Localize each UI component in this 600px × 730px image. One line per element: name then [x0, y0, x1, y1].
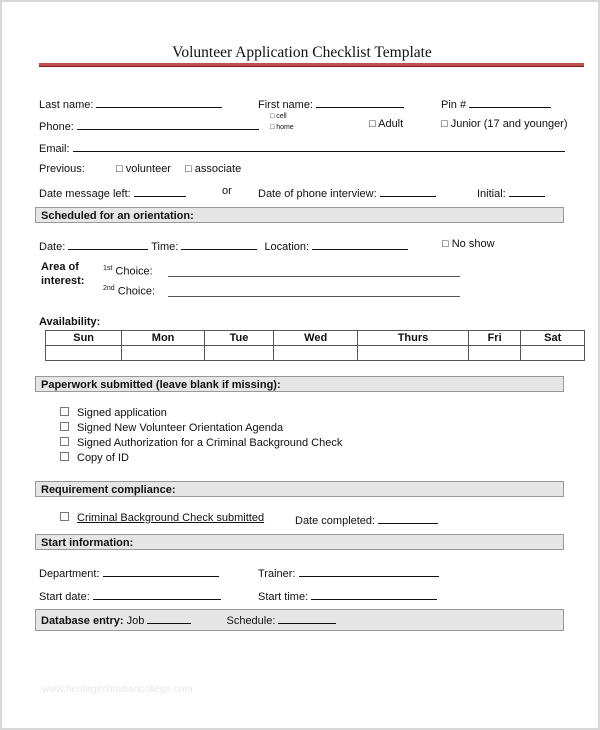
title-rule-dark [39, 66, 584, 67]
phone-field[interactable] [77, 118, 259, 130]
day-header: Sat [521, 331, 585, 346]
email-row [39, 140, 565, 155]
paperwork-section-header: Paperwork submitted (leave blank if missing): [35, 376, 564, 392]
checkbox-icon [60, 512, 69, 521]
orientation-location-label: Location: [264, 241, 310, 253]
database-entry-box [35, 609, 564, 631]
volunteer-checkbox-icon: □ [116, 163, 123, 175]
compliance-section-header: Requirement compliance: [35, 481, 564, 497]
trainer-label: Trainer: [258, 568, 296, 580]
availability-header-row [46, 331, 585, 346]
second-choice-row [103, 285, 155, 298]
orientation-date-field[interactable] [68, 238, 148, 250]
first-choice-row [103, 265, 153, 278]
first-name-label: First name: [258, 99, 314, 111]
email-field[interactable] [73, 140, 565, 152]
adult-option[interactable] [369, 118, 403, 130]
home-checkbox-icon: □ [270, 124, 275, 131]
cell-option[interactable] [270, 113, 287, 120]
watermark-text: www.heritagechristiancollege.com [42, 684, 193, 695]
date-message-field[interactable] [134, 185, 186, 197]
associate-option[interactable] [185, 163, 241, 175]
date-completed-field[interactable] [378, 512, 438, 524]
availability-cell[interactable] [468, 346, 521, 361]
date-completed-row [295, 512, 438, 527]
paperwork-item[interactable] [60, 437, 342, 449]
phone-row [39, 118, 259, 133]
cell-label: cell [276, 113, 287, 120]
pin-label: Pin # [441, 99, 467, 111]
background-check-option[interactable] [60, 512, 264, 524]
date-phone-row [258, 185, 436, 200]
paperwork-item-label: Signed Authorization for a Criminal Background Check [77, 437, 343, 449]
availability-table [45, 330, 585, 361]
first-name-row [258, 96, 404, 111]
orientation-section-header: Scheduled for an orientation: [35, 207, 564, 223]
home-option[interactable] [270, 124, 294, 131]
database-entry-label: Database entry: [41, 615, 124, 627]
database-schedule-field[interactable] [278, 612, 336, 624]
availability-cell[interactable] [274, 346, 358, 361]
date-message-label: Date message left: [39, 188, 131, 200]
day-header: Mon [122, 331, 205, 346]
area-of-interest-label-2: interest: [41, 275, 85, 287]
no-show-checkbox-icon: □ [442, 238, 449, 250]
checkbox-icon [60, 452, 69, 461]
day-header: Thurs [358, 331, 469, 346]
paperwork-item-label: Copy of ID [77, 452, 129, 464]
start-time-field[interactable] [311, 588, 437, 600]
start-date-row [39, 588, 221, 603]
database-job-label: Job [126, 615, 145, 627]
start-date-field[interactable] [93, 588, 221, 600]
date-phone-label: Date of phone interview: [258, 188, 377, 200]
database-schedule-label: Schedule: [226, 615, 276, 627]
volunteer-option[interactable] [116, 163, 171, 175]
orientation-date-row [39, 238, 408, 253]
initial-label: Initial: [477, 188, 506, 200]
paperwork-item[interactable] [60, 407, 167, 419]
day-header: Sun [46, 331, 122, 346]
previous-label: Previous: [39, 163, 85, 175]
associate-checkbox-icon: □ [185, 163, 192, 175]
home-label: home [276, 124, 294, 131]
availability-cell[interactable] [46, 346, 122, 361]
last-name-row [39, 96, 222, 111]
availability-cell[interactable] [204, 346, 273, 361]
start-time-label: Start time: [258, 591, 309, 603]
availability-cell[interactable] [358, 346, 469, 361]
last-name-field[interactable] [96, 96, 222, 108]
phone-label: Phone: [39, 121, 74, 133]
availability-cell[interactable] [521, 346, 585, 361]
checkbox-icon [60, 407, 69, 416]
day-header: Tue [204, 331, 273, 346]
associate-label: associate [194, 163, 242, 175]
adult-label: Adult [378, 118, 404, 130]
junior-checkbox-icon: □ [441, 118, 448, 130]
checkbox-icon [60, 422, 69, 431]
no-show-label: No show [451, 238, 495, 250]
orientation-time-label: Time: [151, 241, 179, 253]
date-message-row [39, 185, 186, 200]
area-of-interest-label-1: Area of [41, 261, 79, 273]
trainer-field[interactable] [299, 565, 439, 577]
pin-row [441, 96, 551, 111]
trainer-row [258, 565, 439, 580]
day-header: Fri [468, 331, 521, 346]
cell-checkbox-icon: □ [270, 113, 275, 120]
database-job-field[interactable] [147, 612, 191, 624]
department-field[interactable] [103, 565, 219, 577]
last-name-label: Last name: [39, 99, 94, 111]
paperwork-item-label: Signed application [77, 407, 167, 419]
background-check-label: Criminal Background Check submitted [77, 512, 265, 524]
availability-cell[interactable] [122, 346, 205, 361]
department-label: Department: [39, 568, 100, 580]
first-choice-field[interactable] [168, 265, 460, 277]
second-choice-sup: 2nd [103, 285, 115, 292]
first-name-field[interactable] [316, 96, 404, 108]
date-completed-label: Date completed: [295, 515, 376, 527]
form-title: Volunteer Application Checklist Template [172, 44, 432, 61]
or-label: or [222, 185, 232, 197]
date-phone-field[interactable] [380, 185, 436, 197]
start-time-row [258, 588, 437, 603]
no-show-option[interactable] [442, 238, 495, 250]
orientation-time-field[interactable] [181, 238, 257, 250]
initial-row [477, 185, 545, 200]
initial-field[interactable] [509, 185, 545, 197]
department-row [39, 565, 219, 580]
paperwork-item-label: Signed New Volunteer Orientation Agenda [77, 422, 284, 434]
pin-field[interactable] [469, 96, 551, 108]
availability-input-row [46, 346, 585, 361]
first-choice-sup: 1st [103, 265, 113, 272]
checkbox-icon [60, 437, 69, 446]
orientation-date-label: Date: [39, 241, 66, 253]
second-choice-field[interactable] [168, 285, 460, 297]
day-header: Wed [274, 331, 358, 346]
junior-option[interactable] [441, 118, 568, 130]
email-label: Email: [39, 143, 70, 155]
first-choice-label: Choice: [115, 265, 153, 278]
paperwork-item[interactable] [60, 422, 283, 434]
start-date-label: Start date: [39, 591, 90, 603]
availability-label: Availability: [39, 316, 101, 328]
orientation-location-field[interactable] [312, 238, 408, 250]
second-choice-label: Choice: [117, 285, 156, 298]
volunteer-label: volunteer [125, 163, 171, 175]
adult-checkbox-icon: □ [369, 118, 376, 130]
start-section-header: Start information: [35, 534, 564, 550]
junior-label: Junior (17 and younger) [450, 118, 568, 130]
paperwork-item[interactable] [60, 452, 129, 464]
